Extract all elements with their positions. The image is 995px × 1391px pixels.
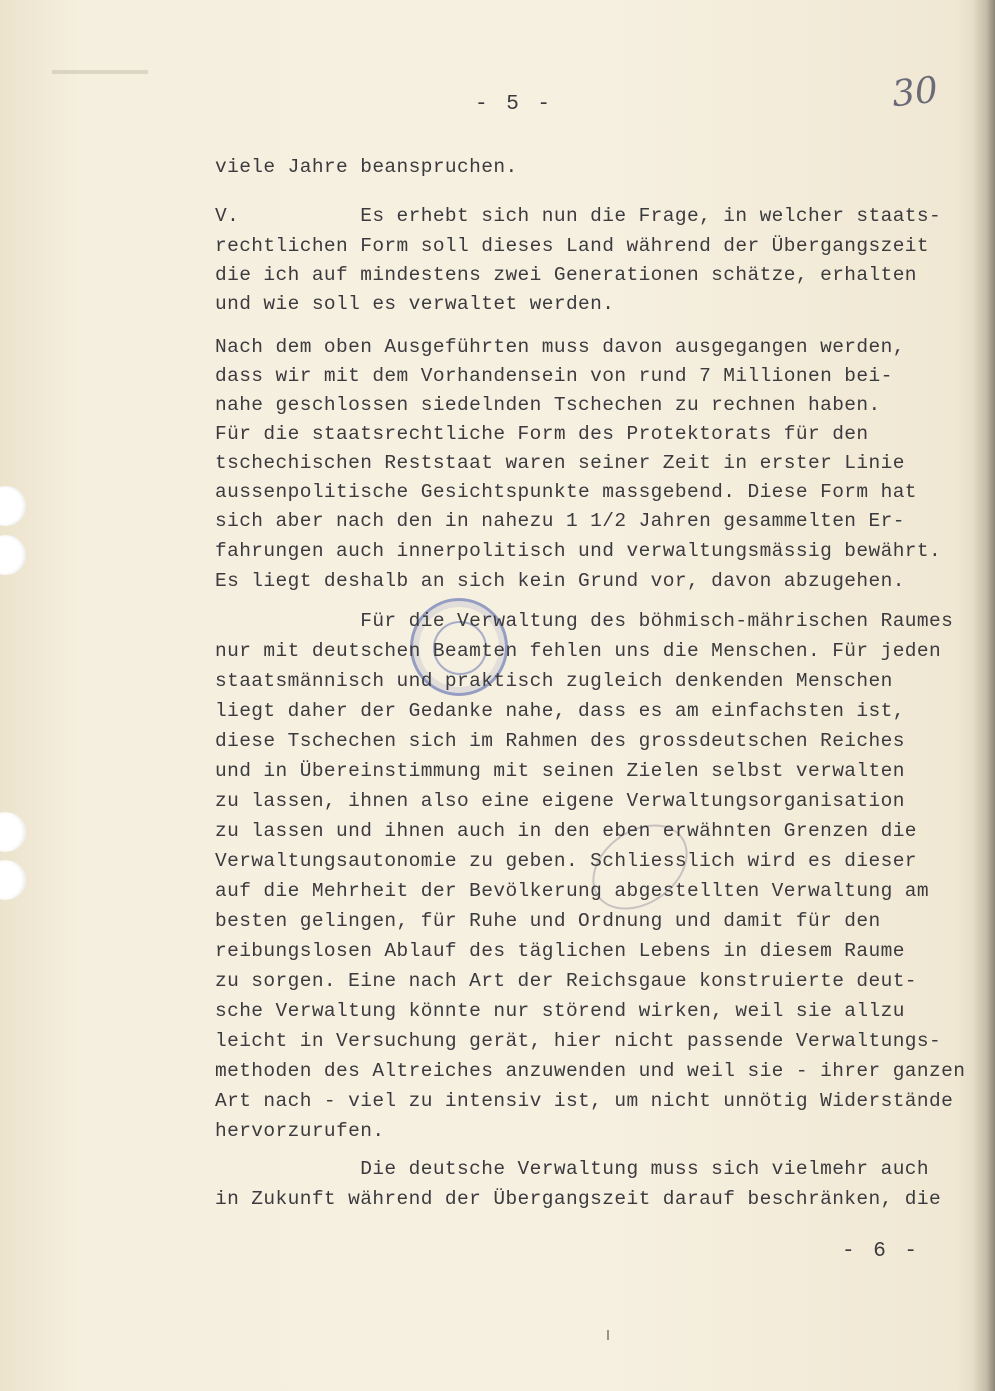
text-line: Für die Verwaltung des böhmisch-mährischen Raumes bbox=[215, 610, 954, 632]
text-line: hervorzurufen. bbox=[215, 1120, 385, 1142]
text-line: sche Verwaltung könnte nur störend wirken, weil sie allzu bbox=[215, 1000, 905, 1022]
next-page-marker: - 6 - bbox=[842, 1240, 921, 1263]
text-line: auf die Mehrheit der Bevölkerung abgestellten Verwaltung am bbox=[215, 880, 930, 902]
text-line: sich aber nach den in nahezu 1 1/2 Jahren gesammelten Er- bbox=[215, 510, 905, 532]
text-line: Nach dem oben Ausgeführten muss davon ausgegangen werden, bbox=[215, 336, 905, 358]
text-line: liegt daher der Gedanke nahe, dass es am einfachsten ist, bbox=[215, 700, 905, 722]
text-line: zu lassen und ihnen auch in den eben erwähnten Grenzen die bbox=[215, 820, 917, 842]
text-line: reibungslosen Ablauf des täglichen Lebens in diesem Raume bbox=[215, 940, 905, 962]
text-line: tschechischen Reststaat waren seiner Zeit in erster Linie bbox=[215, 452, 905, 474]
text-line: aussenpolitische Gesichtspunkte massgebend. Diese Form hat bbox=[215, 481, 917, 503]
text-line: besten gelingen, für Ruhe und Ordnung und damit für den bbox=[215, 910, 881, 932]
text-line: Für die staatsrechtliche Form des Protektorats für den bbox=[215, 423, 869, 445]
punch-hole bbox=[0, 535, 26, 575]
text-line: zu lassen, ihnen also eine eigene Verwaltungsorganisation bbox=[215, 790, 905, 812]
text-line: Verwaltungsautonomie zu geben. Schliesslich wird es dieser bbox=[215, 850, 917, 872]
text-line: methoden des Altreiches anzuwenden und weil sie - ihrer ganzen bbox=[215, 1060, 966, 1082]
paper-smudge bbox=[52, 70, 148, 74]
text-line: in Zukunft während der Übergangszeit darauf beschränken, die bbox=[215, 1188, 942, 1210]
punch-hole bbox=[0, 812, 26, 852]
text-line: V. Es erhebt sich nun die Frage, in welcher staats- bbox=[215, 205, 942, 227]
text-line: zu sorgen. Eine nach Art der Reichsgaue konstruierte deut- bbox=[215, 970, 917, 992]
handwritten-folio-number: 30 bbox=[889, 69, 940, 116]
text-line: nahe geschlossen siedelnden Tschechen zu rechnen haben. bbox=[215, 394, 881, 416]
page-number: - 5 - bbox=[475, 93, 554, 116]
text-line: und in Übereinstimmung mit seinen Zielen selbst verwalten bbox=[215, 760, 905, 782]
text-line: Die deutsche Verwaltung muss sich vielmehr auch bbox=[215, 1158, 930, 1180]
punch-hole bbox=[0, 486, 26, 526]
text-line: Es liegt deshalb an sich kein Grund vor, davon abzugehen. bbox=[215, 570, 905, 592]
text-line: leicht in Versuchung gerät, hier nicht passende Verwaltungs- bbox=[215, 1030, 942, 1052]
text-line: und wie soll es verwaltet werden. bbox=[215, 293, 615, 315]
text-line: rechtlichen Form soll dieses Land während der Übergangszeit bbox=[215, 235, 930, 257]
text-line: diese Tschechen sich im Rahmen des grossdeutschen Reiches bbox=[215, 730, 905, 752]
text-line: viele Jahre beanspruchen. bbox=[215, 156, 518, 178]
text-line: nur mit deutschen Beamten fehlen uns die Menschen. Für jeden bbox=[215, 640, 942, 662]
text-line: dass wir mit dem Vorhandensein von rund 7 Millionen bei- bbox=[215, 365, 893, 387]
text-line: staatsmännisch und praktisch zugleich denkenden Menschen bbox=[215, 670, 893, 692]
text-line: die ich auf mindestens zwei Generationen schätze, erhalten bbox=[215, 264, 917, 286]
text-line: fahrungen auch innerpolitisch und verwaltungsmässig bewährt. bbox=[215, 540, 942, 562]
punch-hole bbox=[0, 860, 26, 900]
page-edge-shadow bbox=[973, 0, 995, 1391]
paper-mark bbox=[607, 1330, 609, 1340]
text-line: Art nach - viel zu intensiv ist, um nicht unnötig Widerstände bbox=[215, 1090, 954, 1112]
